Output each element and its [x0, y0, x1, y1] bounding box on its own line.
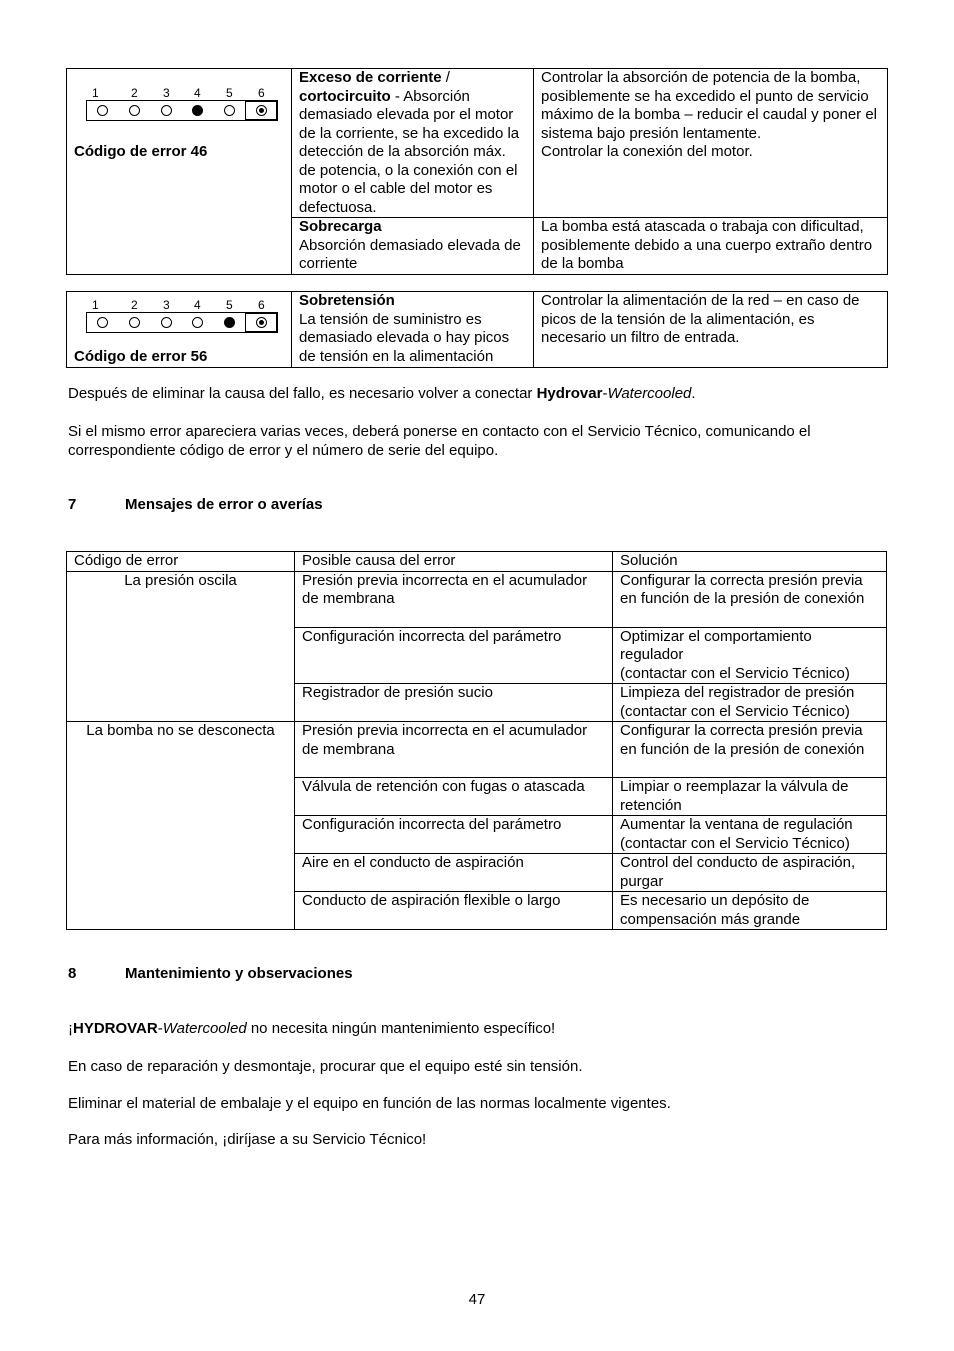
solution-text: Controlar la alimentación de la red – en caso de picos de la tensión de la alimentación, es necesario un filtro de entrada. — [541, 292, 860, 346]
error-code-cell — [67, 292, 292, 368]
led-off-icon — [214, 101, 246, 120]
cause-cell — [292, 69, 534, 218]
solution-cell: Optimizar el comportamiento regulador (contactar con el Servicio Técnico) — [613, 627, 887, 684]
cause-cell: Configuración incorrecta del parámetro — [295, 816, 613, 854]
led-number: 3 — [163, 86, 170, 100]
led-dot-icon — [256, 317, 267, 328]
error-code-cell: La presión oscila — [67, 571, 295, 722]
led-number: 3 — [163, 298, 170, 312]
text-span: Después de eliminar la causa del fallo, es necesario volver a conectar — [68, 385, 537, 402]
led-blink-icon — [245, 313, 277, 332]
led-off-icon — [182, 313, 214, 332]
led-on-icon — [214, 313, 246, 332]
repair-paragraph: En caso de reparación y desmontaje, procurar que el equipo esté sin tensión. — [68, 1058, 583, 1075]
solution-cell: Limpiar o reemplazar la válvula de retención — [613, 778, 887, 816]
cause-separator: / — [441, 69, 450, 86]
table-row — [67, 571, 887, 627]
led-off-icon — [119, 101, 151, 120]
led-on-icon — [182, 101, 214, 120]
brand-variant: Watercooled — [607, 385, 692, 402]
error-code-cell — [67, 69, 292, 275]
section-title: Mensajes de error o averías — [125, 496, 323, 513]
led-dot-icon — [192, 105, 203, 116]
led-blink-icon — [245, 101, 277, 120]
led-dot-icon — [224, 105, 235, 116]
led-dot-icon — [97, 317, 108, 328]
section-title: Mantenimiento y observaciones — [125, 965, 353, 982]
error-code-label: Código de error 46 — [74, 143, 208, 160]
column-header: Posible causa del error — [295, 552, 613, 572]
solution-text: Controlar la absorción de potencia de la bomba, posiblemente se ha excedido el punto de servicio máximo de la bomba – reducir el caudal y poner el sistema bajo presión lentamente. — [541, 69, 878, 142]
section-number: 8 — [68, 965, 77, 982]
led-number: 6 — [258, 86, 265, 100]
error-code-cell: La bomba no se desconecta — [67, 722, 295, 930]
led-dot-icon — [256, 105, 267, 116]
solution-cell: Control del conducto de aspiración, purgar — [613, 854, 887, 892]
led-dot-icon — [129, 105, 140, 116]
led-number: 5 — [226, 86, 233, 100]
cause-cell: Presión previa incorrecta en el acumulador de membrana — [295, 722, 613, 778]
led-off-icon — [150, 101, 182, 120]
brand-variant: Watercooled — [162, 1020, 247, 1037]
maintenance-paragraph — [68, 1020, 888, 1039]
led-number: 1 — [92, 86, 99, 100]
led-indicator — [74, 69, 284, 113]
solution-text: Controlar la conexión del motor. — [541, 143, 753, 160]
solution-cell: Configurar la correcta presión previa en función de la presión de conexión — [613, 571, 887, 627]
column-header: Solución — [613, 552, 887, 572]
led-row — [86, 312, 278, 333]
led-number: 4 — [194, 86, 201, 100]
cause-text: La tensión de suministro es demasiado elevada o hay picos de tensión en la alimentación — [299, 310, 510, 365]
text-span: - — [157, 1020, 163, 1037]
error-code-label: Código de error 56 — [74, 348, 208, 365]
solution-text: La bomba está atascada o trabaja con dificultad, posiblemente debido a una cuerpo extraño dentro de la bomba — [541, 218, 873, 272]
led-off-icon — [119, 313, 151, 332]
led-off-icon — [87, 313, 119, 332]
solution-cell: Aumentar la ventana de regulación (contactar con el Servicio Técnico) — [613, 816, 887, 854]
table-row — [67, 722, 887, 778]
led-off-icon — [150, 313, 182, 332]
cause-cell: Presión previa incorrecta en el acumulador de membrana — [295, 571, 613, 627]
solution-cell: Configurar la correcta presión previa en función de la presión de conexión — [613, 722, 887, 778]
led-number: 1 — [92, 298, 99, 312]
disposal-paragraph: Eliminar el material de embalaje y el equipo en función de las normas localmente vigentes. — [68, 1095, 671, 1112]
fault-table — [66, 551, 887, 930]
solution-cell — [534, 69, 888, 218]
cause-cell — [292, 292, 534, 368]
led-dot-icon — [192, 317, 203, 328]
info-paragraph: Para más información, ¡diríjase a su Servicio Técnico! — [68, 1131, 427, 1148]
led-dot-icon — [161, 317, 172, 328]
cause-cell — [292, 218, 534, 275]
led-indicator — [74, 292, 284, 336]
section-number: 7 — [68, 496, 77, 513]
column-header: Código de error — [67, 552, 295, 572]
error-block-46 — [66, 68, 888, 275]
solution-cell — [534, 292, 888, 368]
led-dot-icon — [161, 105, 172, 116]
cause-cell: Aire en el conducto de aspiración — [295, 854, 613, 892]
text-span: . — [691, 385, 696, 402]
led-numbers — [86, 298, 276, 312]
cause-text: - Absorción demasiado elevada por el motor de la corriente, se ha excedido la detección de la absorción máx. de potencia, o la conexión con el motor o el cable del motor es defectuosa. — [299, 87, 520, 216]
led-number: 2 — [131, 298, 138, 312]
led-row — [86, 100, 278, 121]
cause-cell: Válvula de retención con fugas o atascada — [295, 778, 613, 816]
cause-cell: Configuración incorrecta del parámetro — [295, 627, 613, 684]
section-7-heading — [68, 496, 323, 513]
text-span: ¡ — [68, 1020, 73, 1037]
led-number: 5 — [226, 298, 233, 312]
cause-title: Sobrecarga — [299, 218, 382, 235]
text-span: - — [602, 385, 608, 402]
page-number: 47 — [468, 1291, 486, 1308]
contact-paragraph: Si el mismo error apareciera varias veces, deberá ponerse en contacto con el Servicio Técnico, comunicando el correspondiente código de error y el número de serie del equipo. — [68, 423, 811, 459]
solution-cell: Es necesario un depósito de compensación más grande — [613, 892, 887, 930]
brand-name: Hydrovar — [536, 385, 603, 402]
brand-name: HYDROVAR — [73, 1020, 158, 1037]
cause-cell: Registrador de presión sucio — [295, 684, 613, 722]
reconnect-paragraph — [68, 385, 888, 404]
cause-title: Sobretensión — [299, 292, 395, 309]
cause-title: Exceso de corriente — [299, 69, 442, 86]
led-dot-icon — [224, 317, 235, 328]
led-off-icon — [87, 101, 119, 120]
led-number: 6 — [258, 298, 265, 312]
led-dot-icon — [129, 317, 140, 328]
cause-text: Absorción demasiado elevada de corriente — [299, 236, 521, 272]
led-number: 2 — [131, 86, 138, 100]
led-number: 4 — [194, 298, 201, 312]
solution-cell — [534, 218, 888, 275]
led-numbers — [86, 86, 276, 100]
cause-title: cortocircuito — [299, 87, 391, 105]
error-block-56 — [66, 291, 888, 368]
led-dot-icon — [97, 105, 108, 116]
table-header-row — [67, 552, 887, 572]
solution-cell: Limpieza del registrador de presión (contactar con el Servicio Técnico) — [613, 684, 887, 722]
text-span: no necesita ningún mantenimiento específico! — [246, 1020, 556, 1037]
section-8-heading — [68, 965, 353, 982]
cause-cell: Conducto de aspiración flexible o largo — [295, 892, 613, 930]
